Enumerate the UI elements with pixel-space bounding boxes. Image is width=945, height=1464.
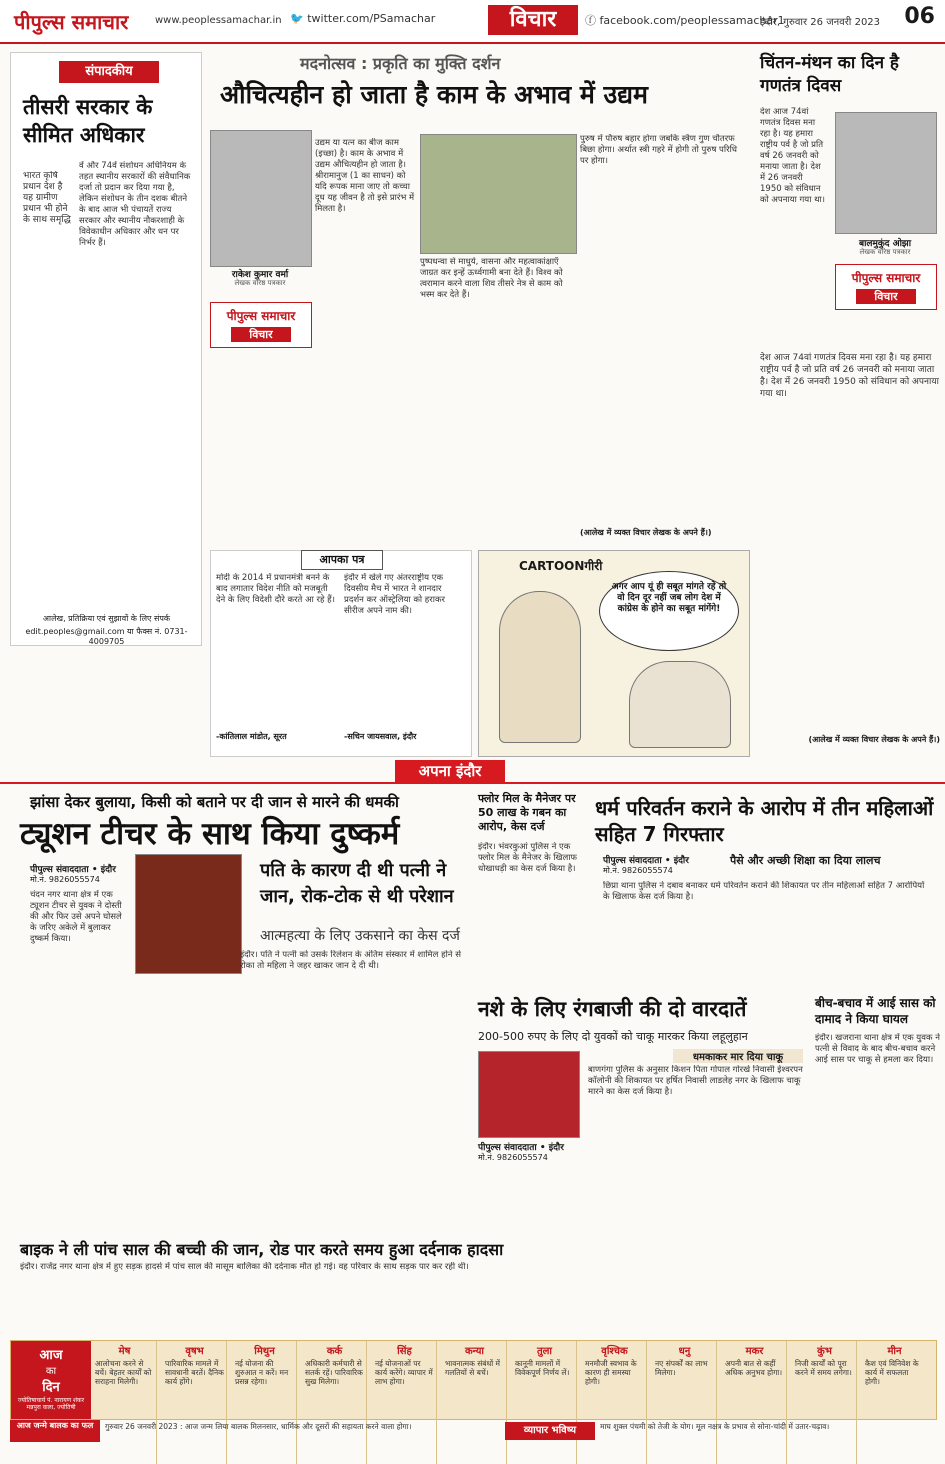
story-5-tag: धमकाकर मार दिया चाकू [673, 1049, 803, 1063]
footer-left-tag: आज जन्मे बालक का फल [10, 1420, 100, 1442]
sign-name: मकर [745, 1346, 764, 1357]
story-5-knife-illustration [478, 1051, 580, 1138]
madanotsav-col1: उद्यम या यत्न का बीज काम (इच्छा) है। काम के अभाव में उद्यम औचित्यहीन हो जाता है। श्रीरामानुज (1 का साधन) को यदि रूपक माना जाए तो कच्चा दूध यह जीवन है तो इसे प्रारंभ में मिलता है। [315, 138, 415, 214]
madanotsav-article [210, 52, 745, 544]
sign-text: नई योजनाओं पर कार्य करेंगे। व्यापार में लाभ होगा। [375, 1359, 433, 1386]
letters-tag: आपका पत्र [301, 550, 383, 570]
stamp-logo: पीपुल्स समाचार [226, 309, 296, 323]
story-1-body: चंदन नगर थाना क्षेत्र में एक ट्यूशन टीचर से युवक ने दोस्ती की और फिर उसे अपने घोसले के जरिए अकेले में बुलाकर दुष्कर्म किया। [30, 890, 122, 944]
cartoon-box [478, 550, 750, 757]
story-7 [10, 1238, 810, 1333]
letter-2-sign: -सचिन जायसवाल, इंदौर [344, 732, 417, 741]
sign-name: सिंह [397, 1346, 412, 1357]
madanotsav-col2: पुष्पधन्वा से माधुर्य, वासना और महत्वाकांक्षाएँ जाग्रत कर इन्हें ऊर्ध्वगामी बना देते हैं। विश्व को त्वरामान करने वाला शिव तीसरे नेत्र से काम को भस्म कर देते हैं। [420, 257, 563, 300]
sign-cell [443, 1341, 507, 1464]
story-7-headline: बाइक ने ली पांच साल की बच्ची की जान, रोड पार करते समय हुआ दर्दनाक हादसा [20, 1240, 504, 1259]
sign-cell [653, 1341, 717, 1464]
sign-name: कुंभ [817, 1346, 832, 1357]
footer-left-text: गुरुवार 26 जनवरी 2023 : आज जन्म लिया बालक मिलनसार, धार्मिक और दूसरों की सहायता करने वाला होगा। [105, 1422, 412, 1431]
story-1-headline: ट्यूशन टीचर के साथ किया दुष्कर्म [20, 816, 400, 852]
sign-text: नए संपर्कों का लाभ मिलेगा। [655, 1359, 708, 1377]
sign-name: वृश्चिक [601, 1346, 628, 1357]
sign-text: नई योजना की शुरुआत न करें। मन प्रसन्न रहेगा। [235, 1359, 289, 1386]
stamp-box [210, 302, 312, 348]
editorial-footer-2: edit.peoples@gmail.com या फैक्स नं. 0731-4009705 [25, 627, 188, 646]
story-1-illustration [135, 854, 242, 974]
sign-cell [303, 1341, 367, 1464]
chintan-author-name: बालमुकुंद ओझा [858, 239, 912, 249]
twitter-handle: 🐦 twitter.com/PSamachar [290, 12, 436, 25]
editorial-headline: तीसरी सरकार के सीमित अधिकार [23, 95, 153, 147]
story-5 [478, 995, 808, 1235]
author-photo [210, 130, 312, 267]
rashifal-din: दिन [42, 1380, 60, 1395]
footer-strip [10, 1420, 935, 1444]
footer-right-text: माघ शुक्ल पंचमी को तेजी के योग। मूल नक्षत्र के प्रभाव से सोना-चांदी में उतार-चढ़ाव। [600, 1422, 830, 1431]
story-3-headline: फ्लोर मिल के मैनेजर पर 50 लाख के गबन का आरोप, केस दर्ज [478, 792, 576, 833]
sign-name: तुला [536, 1346, 553, 1357]
rashifal-ka: का [45, 1366, 57, 1377]
rashifal-note: ज्योतिषाचार्य पं. नारायण शंकर मन्नपुरा वाला, ज्योतिषी [17, 1397, 85, 1411]
editorial-tag: संपादकीय [59, 61, 159, 83]
sign-name: मिथुन [254, 1346, 275, 1357]
editorial-body: वें और 74वें संशोधन अधिनियम के तहत स्थानीय सरकारों की संवैधानिक दर्जा तो प्रदान कर दिया गया है, लेकिन संशोधन के तीन दशक बीतने के बाद आज भी पंचायतें राज्य सरकार और स्थानीय नौकरशाही के विवेकाधीन अधिकार और धन पर निर्भर हैं। [79, 161, 191, 248]
chintan-body-lower [760, 352, 940, 732]
sign-name: मीन [887, 1346, 902, 1357]
story-4-byline: पीपुल्स संवाददाता • इंदौर [603, 856, 689, 866]
chintan-stamp-section: विचार [856, 289, 916, 304]
cartoon-speech-bubble: अगर आप यूं ही सबूत मांगते रहे तो वो दिन दूर नहीं जब लोग देश में कांग्रेस के होने का सबूत मांगेंगे! [599, 571, 739, 651]
story-7-body: इंदौर। राजेंद्र नगर थाना क्षेत्र में हुए सड़क हादसे में पांच साल की मासूम बालिका की दर्दनाक मौत हो गई। वह परिवार के साथ सड़क पार कर रही थी। [20, 1262, 469, 1272]
chintan-body: देश आज 74वां गणतंत्र दिवस मना रहा है। यह हमारा राष्ट्रीय पर्व है जो प्रति वर्ष 26 जनवरी को मनाया जाता है। देश में 26 जनवरी 1950 को संविधान को अपनाया गया था। [760, 107, 825, 205]
madanotsav-note: (आलेख में व्यक्त विचार लेखक के अपने हैं।) [580, 528, 712, 537]
letter-1-sign: -कांतिलाल मांडोत, सूरत [216, 732, 287, 741]
madanotsav-kicker: मदनोत्सव : प्रकृति का मुक्ति दर्शन [300, 54, 501, 73]
sign-cell [163, 1341, 227, 1464]
chintan-stamp-logo: पीपुल्स समाचार [851, 271, 921, 285]
sign-text: पारिवारिक मामले में सावधानी बरतें। दैनिक कार्य होंगे। [165, 1359, 224, 1386]
story-3 [478, 792, 588, 992]
story-6-headline: बीच-बचाव में आई सास को दामाद ने किया घायल [815, 996, 936, 1026]
facebook-handle: ⓕ facebook.com/peoplessamachar1 [585, 14, 785, 27]
rashifal-box [10, 1340, 937, 1420]
chintan-headline: चिंतन-मंथन का दिन है गणतंत्र दिवस [760, 53, 899, 96]
sign-name: कर्क [326, 1346, 343, 1357]
chintan-continuation-text: देश आज 74वां गणतंत्र दिवस मना रहा है। यह हमारा राष्ट्रीय पर्व है जो प्रति वर्ष 26 जनवरी को मनाया जाता है। देश में 26 जनवरी 1950 को संविधान को अपनाया गया था। [760, 353, 939, 399]
story-2-subhead: आत्महत्या के लिए उकसाने का केस दर्ज [260, 928, 460, 944]
cartoon-title: CARTOONगीरी [519, 559, 603, 573]
chintan-author-photo [835, 112, 937, 234]
sign-text: अपनी बात से कहीं अधिक अनुभव होगा। [725, 1359, 783, 1377]
sign-text: कानूनी मामलों में विवेकपूर्ण निर्णय लें। [515, 1359, 570, 1377]
sign-text: आलोचना करने से बचें। बेहतर कार्यों को सराहना मिलेगी। [95, 1359, 152, 1386]
sign-text: मनमौजी स्वभाव के कारण ही समस्या होगी। [585, 1359, 637, 1386]
story-5-headline: नशे के लिए रंगबाजी की दो वारदातें [478, 997, 747, 1021]
page-number: 06 [904, 4, 935, 29]
editorial-side-note: भारत कृषि प्रधान देश है यह ग्रामीण प्रधान भी होने के साथ समृद्धि [23, 171, 71, 225]
sign-cell [93, 1341, 157, 1464]
story-1-kicker: झांसा देकर बुलाया, किसी को बताने पर दी जान से मारने की धमकी [30, 793, 399, 811]
story-4-contact: मो.नं. 9826055574 [603, 866, 673, 875]
story-4 [595, 795, 940, 985]
story-6-body: इंदौर। खजराना थाना क्षेत्र में एक युवक ने पत्नी से विवाद के बाद बीच-बचाव करने आई सास पर चाकू से हमला कर दिया। [815, 1033, 940, 1065]
sign-cell [583, 1341, 647, 1464]
sign-cell [723, 1341, 787, 1464]
dance-photo [420, 134, 577, 254]
story-2 [240, 858, 470, 1228]
letter-1-text: मोदी के 2014 में प्रधानमंत्री बनने के बाद लगातार विदेश नीति को मजबूती देने के लिए विदेशी दौरे करते आ रहे हैं। [216, 573, 335, 605]
newspaper-logo: पीपुल्स समाचार [14, 10, 129, 34]
sign-name: मेष [118, 1346, 131, 1357]
story-3-body: इंदौर। भंवरकुआं पुलिस ने एक फ्लोर मिल के मैनेजर के खिलाफ धोखाधड़ी का केस दर्ज किया है। [478, 842, 577, 874]
story-4-headline: धर्म परिवर्तन कराने के आरोप में तीन महिलाओं सहित 7 गिरफ्तार [595, 796, 934, 846]
chintan-article [755, 52, 940, 752]
sign-name: कन्या [464, 1346, 485, 1357]
editorial-footer-1: आलेख, प्रतिक्रिया एवं सुझावों के लिए संपर्क [42, 614, 171, 623]
sign-text: अधिकारी कर्मचारी से सतर्क रहें। पारिवारिक सुख मिलेगा। [305, 1359, 363, 1386]
masthead [0, 0, 945, 44]
story-1-contact: मो.नं. 9826055574 [30, 875, 100, 884]
section-tab: विचार [488, 5, 578, 35]
madanotsav-headline: औचित्यहीन हो जाता है काम के अभाव में उद्यम [220, 80, 648, 109]
sign-text: भावनात्मक संबंधों में गलतियों से बचें। [445, 1359, 501, 1377]
sign-name: धनु [678, 1346, 691, 1357]
sign-cell [863, 1341, 926, 1464]
story-4-subhead: पैसे और अच्छी शिक्षा का दिया लालच [730, 854, 881, 867]
cartoon-figure-left [499, 591, 581, 743]
stamp-section: विचार [231, 327, 291, 342]
story-6 [815, 995, 940, 1325]
madanotsav-col3: पुरुष में पौरुष बहार होगा जबकि स्त्रैण गुण चौतरफ बिछा होगा। अर्थात स्त्री गहरे में होगी तो पुरुष परिधि पर होगा। [580, 134, 737, 166]
twitter-link: twitter.com/PSamachar [307, 12, 436, 25]
author-name: राकेश कुमार वर्मा [231, 270, 289, 280]
sign-cell [513, 1341, 577, 1464]
story-2-headline: पति के कारण दी थी पत्नी ने जान, रोक-टोक से थी परेशान [260, 860, 454, 907]
sign-name: वृषभ [185, 1346, 204, 1357]
editorial-box [10, 52, 202, 646]
footer-right-tag: व्यापार भविष्य [505, 1422, 595, 1440]
cartoon-figure-right [629, 661, 731, 748]
rashifal-aaj: आज [39, 1348, 63, 1363]
apna-indore-banner: अपना इंदौर [395, 760, 505, 782]
author-title: लेखक वरिष्ठ पत्रकार [234, 279, 286, 287]
facebook-link: facebook.com/peoplessamachar1 [599, 14, 785, 27]
chintan-author-title: लेखक वरिष्ठ पत्रकार [859, 248, 911, 256]
sign-text: कैश एवं विनिवेश के कार्य में सफलता होगी। [865, 1359, 919, 1386]
story-4-body: छिप्रा थाना पुलिस ने दबाव बनाकर धर्म परिवर्तन कराने की शिकायत पर तीन महिलाओं सहित 7 आरोपियों के खिलाफ केस दर्ज किया है। [603, 881, 925, 902]
story-1-byline: पीपुल्स संवाददाता • इंदौर [30, 865, 116, 875]
rashifal-label [11, 1341, 91, 1419]
story-5-byline: पीपुल्स संवाददाता • इंदौर [478, 1143, 564, 1153]
sign-text: निजी कार्यों को पूरा करने में समय लगेगा। [795, 1359, 852, 1377]
sign-cell [373, 1341, 437, 1464]
story-2-body: इंदौर। पति ने पत्नी को उसके रिलेशन के अंतिम संस्कार में शामिल होने से रोका तो महिला ने जहर खाकर जान दे दी थी। [240, 950, 461, 971]
chintan-note: (आलेख में व्यक्त विचार लेखक के अपने हैं।) [808, 735, 940, 744]
chintan-stamp [835, 264, 937, 310]
sign-cell [793, 1341, 857, 1464]
dateline: इंदौर, गुरुवार 26 जनवरी 2023 [760, 17, 881, 28]
story-5-body: बाणगंगा पुलिस के अनुसार किशन पिता गोपाल गोरखे निवासी ईश्वरपन कॉलोनी की शिकायत पर हर्षित निवासी लाडलेह नगर के खिलाफ चाकू मारने का केस दर्ज किया है। [588, 1065, 803, 1097]
story-5-contact: मो.नं. 9826055574 [478, 1153, 548, 1162]
apna-indore-bar [0, 760, 945, 784]
letters-box [210, 550, 472, 757]
rashifal-signs [93, 1341, 936, 1419]
sign-cell [233, 1341, 297, 1464]
story-5-subhead: 200-500 रुपए के लिए दो युवकों को चाकू मारकर किया लहूलुहान [478, 1030, 748, 1043]
site-url: www.peoplessamachar.in [155, 15, 282, 26]
letter-2-text: इंदौर में खेले गए अंतरराष्ट्रीय एक दिवसीय मैच में भारत ने शानदार प्रदर्शन कर ऑस्ट्रेलिया को हराकर सीरीज अपने नाम की। [344, 573, 445, 616]
